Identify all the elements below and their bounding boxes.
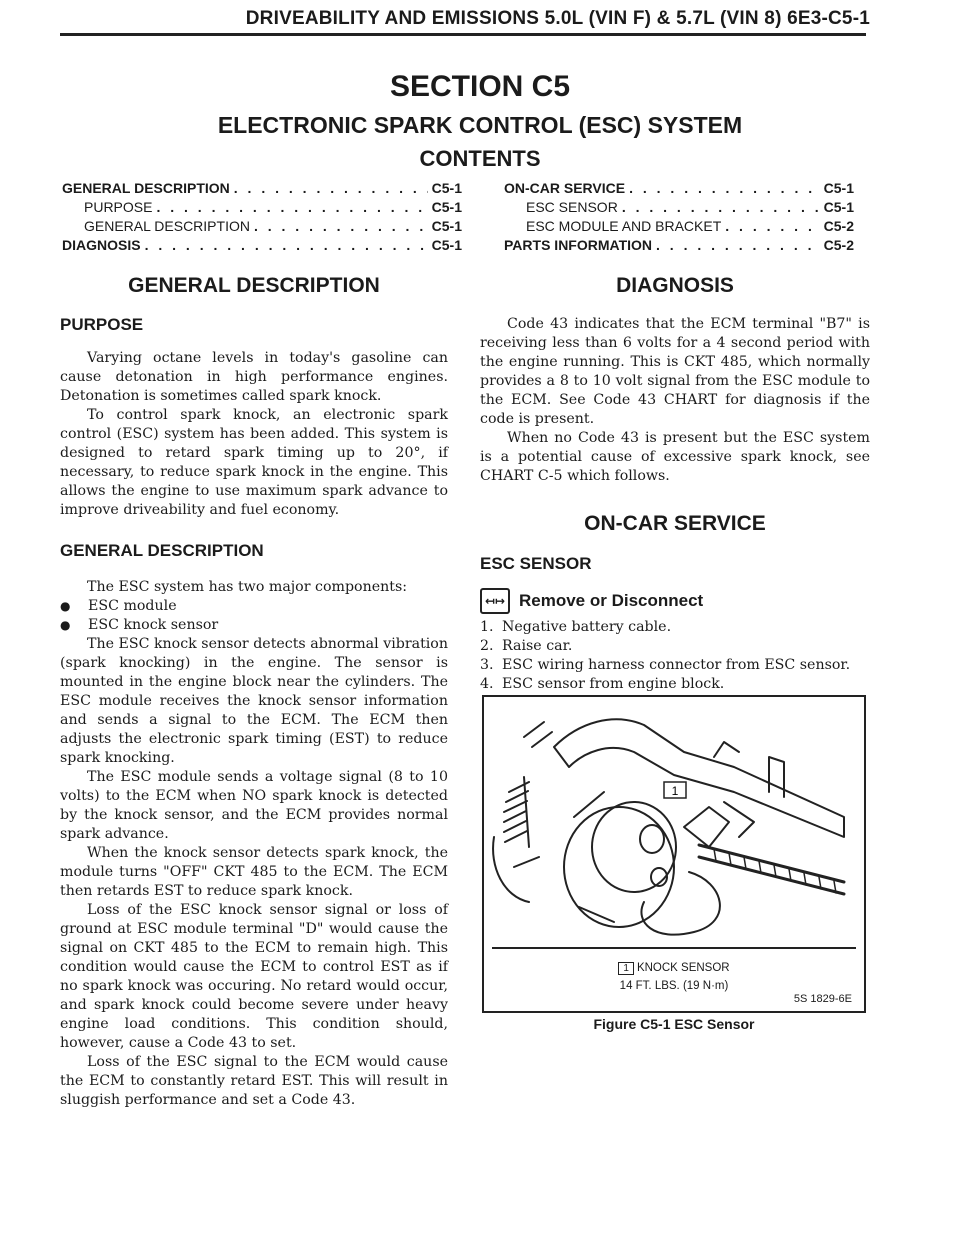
toc-entry-page: C5-1 [431, 199, 462, 215]
toc-entry-page: C5-2 [823, 218, 854, 234]
on-car-service-heading: ON-CAR SERVICE [584, 512, 766, 535]
figure-caption: Figure C5-1 ESC Sensor [593, 1016, 755, 1032]
step-number: 3. [480, 657, 494, 673]
step-text: ESC sensor from engine block. [502, 676, 725, 692]
running-head: DRIVEABILITY AND EMISSIONS 5.0L (VIN F) & 5.7L (VIN 8) 6E3-C5-1 [245, 8, 870, 29]
remove-disconnect-icon: ↤↦ [480, 588, 510, 614]
esc-sensor-heading: ESC SENSOR [480, 554, 592, 573]
knock-sensor-illustration [484, 697, 864, 945]
toc-entry-page: C5-1 [431, 218, 462, 234]
removal-steps-list [480, 618, 870, 694]
gd-intro: The ESC system has two major components: [87, 579, 408, 595]
step-text: Negative battery cable. [502, 619, 672, 635]
list-item [480, 618, 870, 637]
general-description-heading: GENERAL DESCRIPTION [128, 274, 380, 297]
callout-label: 1 [671, 784, 679, 798]
toc-right-column [504, 180, 854, 256]
toc-entry-label: PARTS INFORMATION [504, 237, 653, 253]
toc-entry[interactable] [62, 237, 462, 256]
gd-paragraph-1: The ESC knock sensor detects abnormal vibration (spark knocking) in the engine. The sensor is mounted in the engine block near the cylinders. The ESC module receives the knock sensor information and sends a signal to the ECM. The ECM then adjusts the electronic spark timing (EST) to reduce spark knocking. [60, 636, 448, 766]
diagnosis-paragraph-1: Code 43 indicates that the ECM terminal "B7" is receiving less than 6 volts for a 4 second period with the engine running. This is CKT 485, which normally provides a 8 to 10 volt signal from the ESC module to the ECM. See Code 43 CHART for diagnosis if the code is present. [480, 316, 870, 427]
gd-paragraph-3: When the knock sensor detects spark knock, the module turns "OFF" CKT 485 to the ECM. The ECM then retards EST to reduce spark knock. [60, 845, 448, 899]
figure-legend [484, 959, 864, 995]
bullet-item [60, 597, 448, 616]
remove-disconnect-heading [480, 588, 870, 614]
gd-paragraph-5: Loss of the ESC signal to the ECM would cause the ECM to constantly retard EST. This will result in sluggish performance and set a Code 43. [60, 1054, 448, 1108]
toc-entry-page: C5-1 [431, 237, 462, 253]
toc-entry[interactable] [504, 199, 854, 218]
gd-subheading: GENERAL DESCRIPTION [60, 541, 264, 560]
diagnosis-heading: DIAGNOSIS [616, 274, 734, 297]
purpose-paragraph-1: Varying octane levels in today's gasoline can cause detonation in high performance engines. Detonation is sometimes called spark knock. [60, 350, 448, 404]
figure-divider [492, 947, 856, 949]
toc-leader-dots [145, 237, 428, 253]
figure-code: 5S 1829-6E [793, 993, 852, 1005]
contents-title: CONTENTS [419, 146, 541, 171]
toc-leader-dots [656, 237, 820, 253]
toc-leader-dots [254, 218, 428, 234]
toc-entry-page: C5-1 [823, 199, 854, 215]
toc-entry-label: ESC SENSOR [526, 199, 618, 215]
right-column [480, 274, 870, 694]
purpose-heading: PURPOSE [60, 315, 144, 334]
toc-leader-dots [156, 199, 427, 215]
callout-box: 1 [618, 962, 634, 975]
toc-leader-dots [234, 180, 428, 196]
step-text: Raise car. [502, 638, 573, 654]
purpose-paragraph-2: To control spark knock, an electronic spark control (ESC) system has been added. This system is designed to retard spark timing up to 20°, if necessary, to reduce spark knock in the engine. This allows the engine to use maximum spark advance to improve driveability and fuel economy. [60, 407, 448, 518]
gd-paragraph-4: Loss of the ESC knock sensor signal or loss of ground at ESC module terminal "D" would cause the signal on CKT 485 to the ECM to remain high. This condition would cause the ECM to control EST as if no spark knock was occuring. No retard would occur, and spark knock could become severe under heavy engine load conditions. This condition should, however, cause a Code 43 to set. [60, 902, 448, 1051]
legend-torque: 14 FT. LBS. (19 N·m) [619, 980, 729, 992]
step-number: 2. [480, 638, 494, 654]
bullet-item [60, 616, 448, 635]
toc-entry-label: ON-CAR SERVICE [504, 180, 626, 196]
toc-entry-label: PURPOSE [84, 199, 153, 215]
gd-paragraph-2: The ESC module sends a voltage signal (8 to 10 volts) to the ECM when NO spark knock is detected by the knock sensor, and the ECM provides normal spark advance. [60, 769, 448, 842]
bullet-text: ESC knock sensor [88, 617, 219, 633]
toc-leader-dots [622, 199, 820, 215]
toc-entry[interactable] [62, 218, 462, 237]
bullet-dot-icon: ● [60, 599, 71, 613]
bullet-dot-icon: ● [60, 618, 71, 632]
toc-entry-label: ESC MODULE AND BRACKET [526, 218, 722, 234]
left-column [60, 274, 448, 1110]
toc-entry-page: C5-1 [431, 180, 462, 196]
toc-entry-page: C5-2 [823, 237, 854, 253]
bullet-text: ESC module [88, 598, 177, 614]
toc-entry-page: C5-1 [823, 180, 854, 196]
remove-disconnect-title: Remove or Disconnect [519, 591, 704, 610]
section-title: SECTION C5 [389, 70, 571, 103]
toc-entry[interactable] [62, 199, 462, 218]
toc-entry-label: GENERAL DESCRIPTION [62, 180, 230, 196]
list-item [480, 675, 870, 694]
list-item [480, 637, 870, 656]
toc-entry[interactable] [504, 180, 854, 199]
toc-entry[interactable] [62, 180, 462, 199]
step-text: ESC wiring harness connector from ESC sensor. [502, 657, 851, 673]
toc-entry-label: DIAGNOSIS [62, 237, 141, 253]
step-number: 1. [480, 619, 494, 635]
toc-left-column [62, 180, 462, 256]
toc-leader-dots [725, 218, 819, 234]
toc-entry[interactable] [504, 218, 854, 237]
toc-entry-label: GENERAL DESCRIPTION [84, 218, 250, 234]
toc-entry[interactable] [504, 237, 854, 256]
system-title: ELECTRONIC SPARK CONTROL (ESC) SYSTEM [217, 112, 743, 138]
figure-esc-sensor [482, 695, 866, 1013]
diagnosis-paragraph-2: When no Code 43 is present but the ESC system is a potential cause of excessive spark knock, see CHART C-5 which follows. [480, 430, 870, 484]
header-rule [60, 33, 866, 36]
legend-item-name: KNOCK SENSOR [636, 962, 730, 974]
step-number: 4. [480, 676, 494, 692]
toc-leader-dots [629, 180, 820, 196]
list-item [480, 656, 870, 675]
